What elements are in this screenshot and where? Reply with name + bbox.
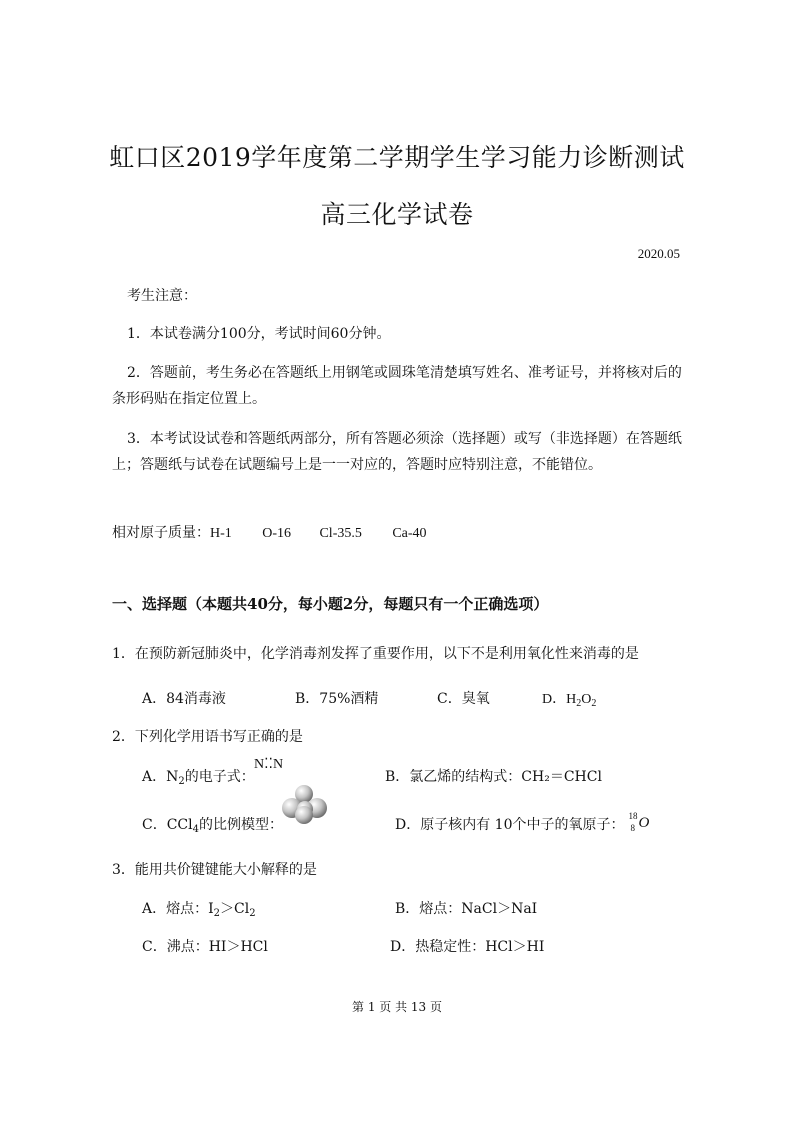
q3-option-b: B．熔点：NaCl＞NaI — [395, 901, 538, 917]
atomic-mass-row — [112, 522, 427, 542]
q2-stem: 2．下列化学用语书写正确的是 — [112, 729, 303, 745]
q2-option-c: C．CCl$_4$的比例模型： — [142, 817, 283, 835]
notice-item-1: 1．本试卷满分100分，考试时间60分钟。 — [127, 326, 391, 342]
q3-option-d: D．热稳定性：HCl＞HI — [390, 939, 545, 955]
notice-item-3-line-1: 3．本考试设试卷和答题纸两部分，所有答题必须涂（选择题）或写（非选择题）在答题纸 — [127, 431, 682, 447]
q3-option-c: C．沸点：HI＞HCl — [142, 939, 268, 955]
atomic-mass-h: H-1 — [210, 526, 232, 541]
section-heading-choice: 一、选择题（本题共40分，每小题2分，每题只有一个正确选项） — [112, 595, 549, 613]
atomic-mass-cl: Cl-35.5 — [319, 526, 362, 541]
page-footer: 第 1 页 共 13 页 — [352, 1000, 442, 1014]
notice-item-2-line-2: 条形码贴在指定位置上。 — [112, 391, 266, 407]
q1-option-b: B．75%酒精 — [295, 691, 379, 707]
exam-date: 2020.05 — [637, 246, 680, 261]
q2-option-a: A．$N_2$的电子式： — [142, 769, 255, 787]
notice-item-2-line-1: 2．答题前，考生务必在答题纸上用钢笔或圆珠笔清楚填写姓名、准考证号，并将核对后的 — [127, 365, 682, 381]
atomic-mass-ca: Ca-40 — [392, 526, 427, 541]
exam-subtitle: 高三化学试卷 — [320, 200, 474, 229]
exam-title: 虹口区2019学年度第二学期学生学习能力诊断测试 — [109, 143, 685, 172]
q1-option-d: D．$H_2O_2$ — [542, 692, 597, 709]
q1-stem: 1．在预防新冠肺炎中，化学消毒剂发挥了重要作用，以下不是利用氧化性来消毒的是 — [112, 646, 639, 662]
ccl4-space-filling-model — [280, 782, 330, 826]
notice-heading: 考生注意： — [127, 288, 197, 304]
q2-option-b: B．氯乙烯的结构式：CH₂＝CHCl — [385, 769, 602, 785]
q1-option-a: A．84消毒液 — [142, 691, 226, 707]
q3-stem: 3．能用共价键键能大小解释的是 — [112, 862, 317, 878]
atomic-mass-o: O-16 — [262, 526, 292, 541]
oxygen-18-isotope: 18 8 O — [628, 811, 650, 833]
n2-electron-formula: N⁚⁚N — [254, 757, 284, 772]
q3-option-a: A．熔点：$I_2>Cl_2$ — [142, 901, 256, 919]
q2-option-d: D．原子核内有 10个中子的氧原子： 18 8 O — [395, 811, 650, 833]
atomic-mass-label: 相对原子质量： — [112, 525, 210, 541]
q1-option-c: C．臭氧 — [437, 691, 490, 707]
notice-item-3-line-2: 上；答题纸与试卷在试题编号上是一一对应的，答题时应特别注意，不能错位。 — [112, 457, 602, 473]
